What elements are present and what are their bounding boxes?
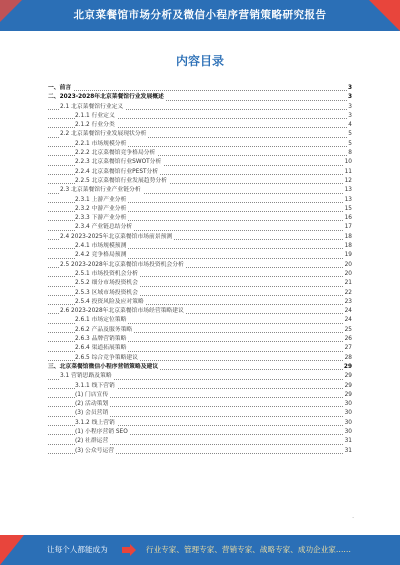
- toc-entry-page: 27: [344, 344, 352, 353]
- toc-entry-title: 2.3.3 下游产业分析: [75, 214, 128, 223]
- header-left-accent: [0, 0, 22, 22]
- toc-entry-title: 2.6.4 渠道拓展策略: [75, 344, 128, 353]
- toc-entry-page: 13: [344, 186, 352, 195]
- footer-accent: [0, 535, 24, 565]
- toc-entry-page: 12: [344, 177, 352, 186]
- toc-entry[interactable]: [48, 84, 352, 93]
- toc-entry-page: 21: [344, 279, 352, 288]
- toc-entry[interactable]: [48, 177, 352, 186]
- toc-entry-page: 22: [344, 289, 352, 298]
- toc-entry[interactable]: [48, 103, 352, 112]
- toc-entry-title: 2.5.3 区域市场投资机会: [75, 289, 140, 298]
- page-footer: [0, 535, 400, 565]
- page-number: -: [352, 515, 354, 521]
- toc-entry-page: 24: [344, 307, 352, 316]
- toc-entry[interactable]: [48, 391, 352, 400]
- toc-entry-page: 3: [347, 93, 352, 102]
- toc-entry[interactable]: [48, 205, 352, 214]
- toc-entry[interactable]: [48, 149, 352, 158]
- toc-entry-page: 31: [344, 437, 352, 446]
- toc-entry-title: 2.3.1 上游产业分析: [75, 196, 128, 205]
- header-right-accent: [369, 0, 400, 31]
- toc-entry[interactable]: [48, 233, 352, 242]
- toc-entry-page: 3: [347, 84, 352, 93]
- toc-entry-title: 二、2023-2028年北京菜餐馆行业发展概述: [48, 93, 166, 102]
- toc-entry[interactable]: [48, 289, 352, 298]
- toc-entry[interactable]: [48, 168, 352, 177]
- toc-entry-page: 30: [344, 428, 352, 437]
- report-title: 北京菜餐馆市场分析及微信小程序营销策略研究报告: [73, 9, 327, 21]
- toc-entry-title: 2.1 北京菜餐馆行业定义: [60, 103, 125, 112]
- toc-entry-title: 2.1.2 行业分类: [75, 121, 117, 130]
- toc-entry-title: (1) 小程序营销 SEO: [75, 428, 130, 437]
- toc-entry-title: 2.2 北京菜餐馆行业发展现状分析: [60, 130, 148, 139]
- toc-entry-title: 2.3.2 中游产业分析: [75, 205, 128, 214]
- toc-entry[interactable]: [48, 158, 352, 167]
- footer-slogan-left: 让每个人都能成为: [47, 545, 108, 554]
- toc-entry-title: 2.5 2023-2028年北京菜餐馆市场投资机会分析: [60, 261, 186, 270]
- toc-entry-title: 3.1 营销思路及策略: [60, 372, 114, 381]
- toc-entry-page: 20: [344, 261, 352, 270]
- toc-entry[interactable]: [48, 196, 352, 205]
- toc-entry-title: 2.2.3 北京菜餐馆行业SWOT分析: [75, 158, 163, 167]
- toc-entry[interactable]: [48, 316, 352, 325]
- toc-entry-title: 2.2.1 市场规模分析: [75, 140, 128, 149]
- toc-title: 内容目录: [175, 54, 224, 68]
- toc-entry-page: 3: [347, 103, 352, 112]
- toc-entry-page: 29: [344, 391, 352, 400]
- toc-entry[interactable]: [48, 428, 352, 437]
- toc-entry-title: 2.6.1 市场定位策略: [75, 316, 128, 325]
- toc-entry-title: 2.1.1 行业定义: [75, 112, 117, 121]
- toc-entry-title: (3) 会员营销: [75, 409, 110, 418]
- toc-entry-page: 20: [344, 270, 352, 279]
- footer-slogan-right: 行业专家、管理专家、营销专家、战略专家、成功企业家……: [146, 545, 352, 554]
- toc-entry[interactable]: [48, 372, 352, 381]
- toc-entry-title: 一、前言: [48, 84, 73, 93]
- table-of-contents: [48, 84, 352, 456]
- toc-entry-title: 三、北京菜餐馆微信小程序营销策略及建议: [48, 363, 160, 372]
- toc-entry-page: 19: [344, 251, 352, 260]
- toc-entry[interactable]: [48, 121, 352, 130]
- toc-entry[interactable]: [48, 186, 352, 195]
- toc-entry-page: 29: [344, 372, 352, 381]
- toc-entry-title: 2.2.2 北京菜餐馆竞争格局分析: [75, 149, 157, 158]
- toc-entry-page: 11: [344, 168, 352, 177]
- toc-entry[interactable]: [48, 140, 352, 149]
- toc-entry-page: 13: [344, 196, 352, 205]
- toc-entry-page: 23: [344, 298, 352, 307]
- toc-entry-title: 3.1.2 线上营销: [75, 419, 117, 428]
- toc-entry-page: 5: [347, 130, 352, 139]
- toc-entry[interactable]: [48, 447, 352, 456]
- toc-entry[interactable]: [48, 279, 352, 288]
- toc-entry[interactable]: [48, 261, 352, 270]
- toc-entry-page: 8: [347, 149, 352, 158]
- toc-entry[interactable]: [48, 307, 352, 316]
- toc-entry[interactable]: [48, 344, 352, 353]
- toc-entry-title: 2.4 2023-2025年北京菜餐馆市场前景预测: [60, 233, 174, 242]
- toc-entry-page: 17: [344, 223, 352, 232]
- toc-entry-page: 26: [344, 335, 352, 344]
- toc-entry-title: 3.1.1 线下营销: [75, 382, 117, 391]
- toc-entry-title: 2.2.5 北京菜餐馆行业发展趋势分析: [75, 177, 169, 186]
- toc-entry[interactable]: [48, 326, 352, 335]
- toc-entry-page: 10: [344, 158, 352, 167]
- toc-entry-page: 4: [347, 121, 352, 130]
- toc-entry-title: (3) 公众号运营: [75, 447, 116, 456]
- toc-entry-title: 2.3.4 产业链总结分析: [75, 223, 134, 232]
- toc-entry-title: 2.6.3 品牌营销策略: [75, 335, 128, 344]
- toc-entry-page: 30: [344, 400, 352, 409]
- toc-entry-title: 2.5.1 市场投资机会分析: [75, 270, 140, 279]
- toc-entry-title: 2.5.4 投资风险及应对策略: [75, 298, 146, 307]
- toc-entry-title: (1) 门店宣传: [75, 391, 110, 400]
- toc-entry-page: 16: [344, 214, 352, 223]
- toc-entry-page: 18: [344, 242, 352, 251]
- toc-entry-title: 2.3 北京菜餐馆行业产业链分析: [60, 186, 143, 195]
- toc-entry-title: 2.4.1 市场规模预测: [75, 242, 128, 251]
- toc-entry[interactable]: [48, 242, 352, 251]
- toc-entry[interactable]: [48, 409, 352, 418]
- toc-entry-title: 2.4.2 竞争格局预测: [75, 251, 128, 260]
- toc-entry[interactable]: [48, 93, 352, 102]
- toc-entry-page: 29: [344, 382, 352, 391]
- arrow-right-icon: [122, 544, 136, 556]
- toc-entry[interactable]: [48, 298, 352, 307]
- toc-entry[interactable]: [48, 437, 352, 446]
- toc-entry-page: 25: [344, 326, 352, 335]
- toc-entry[interactable]: [48, 251, 352, 260]
- toc-entry-page: 5: [347, 140, 352, 149]
- toc-entry-title: (2) 活动策划: [75, 400, 110, 409]
- toc-entry-title: 2.6 2023-2028年北京菜餐馆市场经营策略建议: [60, 307, 186, 316]
- toc-entry-title: 2.6.2 产品及服务策略: [75, 326, 134, 335]
- toc-entry-page: 15: [344, 205, 352, 214]
- toc-entry-page: 31: [344, 447, 352, 456]
- toc-entry[interactable]: [48, 130, 352, 139]
- toc-entry[interactable]: [48, 419, 352, 428]
- toc-entry[interactable]: [48, 112, 352, 121]
- toc-entry-title: 2.6.5 综合竞争策略建议: [75, 354, 140, 363]
- toc-entry-title: (2) 社群运营: [75, 437, 110, 446]
- toc-entry-title: 2.5.2 细分市场投资机会: [75, 279, 140, 288]
- toc-entry-title: 2.2.4 北京菜餐馆行业PEST分析: [75, 168, 160, 177]
- toc-entry-page: 30: [344, 409, 352, 418]
- toc-entry[interactable]: [48, 335, 352, 344]
- toc-entry-page: 3: [347, 112, 352, 121]
- page-header: [0, 0, 400, 31]
- toc-leader-dots: [48, 90, 347, 91]
- toc-entry-page: 28: [344, 354, 352, 363]
- toc-entry-page: 30: [344, 419, 352, 428]
- toc-entry[interactable]: [48, 214, 352, 223]
- toc-entry[interactable]: [48, 382, 352, 391]
- toc-entry-page: 24: [344, 316, 352, 325]
- toc-entry[interactable]: [48, 354, 352, 363]
- toc-entry[interactable]: [48, 363, 352, 372]
- toc-entry[interactable]: [48, 270, 352, 279]
- toc-entry-page: 29: [343, 363, 352, 372]
- toc-entry[interactable]: [48, 400, 352, 409]
- toc-entry[interactable]: [48, 223, 352, 232]
- toc-entry-page: 18: [344, 233, 352, 242]
